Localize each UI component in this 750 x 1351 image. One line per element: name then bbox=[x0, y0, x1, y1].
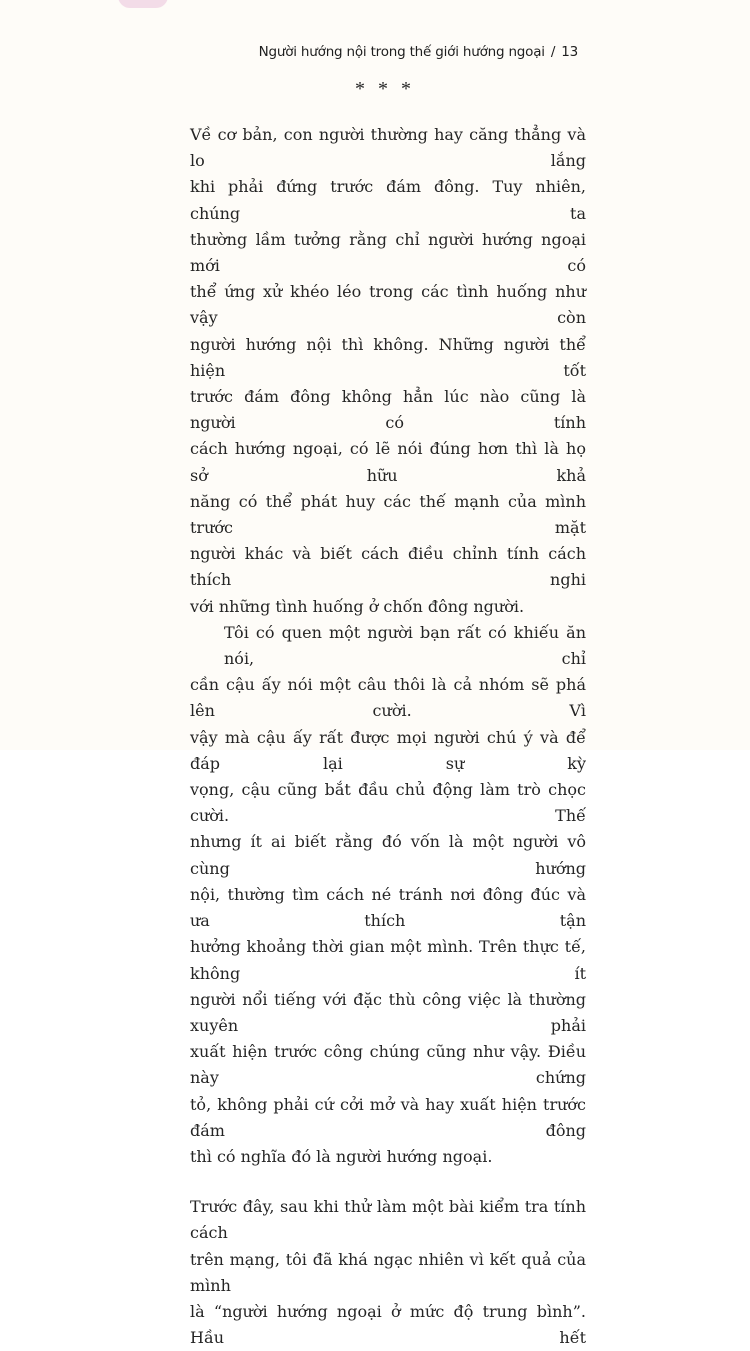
running-header bbox=[258, 44, 578, 60]
text-line: người khác và biết cách điều chỉnh tính cách thích nghi bbox=[190, 544, 586, 590]
paragraph bbox=[190, 122, 586, 620]
text-line: người hướng nội thì không. Những người thể hiện tốt bbox=[190, 334, 586, 380]
text-line: thể ứng xử khéo léo trong các tình huống như vậy còn bbox=[190, 282, 586, 328]
text-line: trên mạng, tôi đã khá ngạc nhiên vì kết quả của mình bbox=[190, 1249, 586, 1295]
text-line: cần cậu ấy nói một câu thôi là cả nhóm sẽ phá lên cười. Vì bbox=[190, 675, 586, 721]
text-line: hưởng khoảng thời gian một mình. Trên thực tế, không ít bbox=[190, 937, 586, 983]
text-line: người nổi tiếng với đặc thù công việc là thường xuyên phải bbox=[190, 989, 586, 1035]
text-line: xuất hiện trước công chúng cũng như vậy. Điều này chứng bbox=[190, 1042, 586, 1088]
text-line: tỏ, không phải cứ cởi mở và hay xuất hiện trước đám đông bbox=[190, 1094, 586, 1140]
text-line: với những tình huống ở chốn đông người. bbox=[190, 596, 525, 616]
text-line: vọng, cậu cũng bắt đầu chủ động làm trò chọc cười. Thế bbox=[190, 780, 586, 826]
section-break-marker: * * * bbox=[355, 78, 415, 100]
page-number: 13 bbox=[561, 44, 578, 60]
page-corner-mark bbox=[118, 0, 168, 8]
text-line: nhưng ít ai biết rằng đó vốn là một người vô cùng hướng bbox=[190, 832, 586, 878]
text-line: Tôi có quen một người bạn rất có khiếu ăn nói, chỉ bbox=[224, 622, 586, 669]
paragraph bbox=[190, 620, 586, 1170]
text-line: cách hướng ngoại, có lẽ nói đúng hơn thì là họ sở hữu khả bbox=[190, 439, 586, 485]
text-line: thường lầm tưởng rằng chỉ người hướng ngoại mới có bbox=[190, 229, 586, 276]
text-line: năng có thể phát huy các thế mạnh của mình trước mặt bbox=[190, 491, 586, 538]
text-line: thì có nghĩa đó là người hướng ngoại. bbox=[190, 1146, 493, 1166]
header-title: Người hướng nội trong thế giới hướng ngoại bbox=[258, 44, 545, 60]
text-line: Trước đây, sau khi thử làm một bài kiểm tra tính cách bbox=[190, 1197, 586, 1243]
body-text bbox=[190, 122, 586, 1351]
text-line: nội, thường tìm cách né tránh nơi đông đúc và ưa thích tận bbox=[190, 884, 586, 931]
text-line: khi phải đứng trước đám đông. Tuy nhiên, chúng ta bbox=[190, 177, 586, 223]
text-line: trước đám đông không hẳn lúc nào cũng là người có tính bbox=[190, 387, 586, 433]
paragraph bbox=[190, 1194, 586, 1351]
text-line: là “người hướng ngoại ở mức độ trung bình”. Hầu hết bbox=[190, 1301, 586, 1348]
text-line: vậy mà cậu ấy rất được mọi người chú ý và để đáp lại sự kỳ bbox=[190, 727, 586, 773]
header-separator: / bbox=[550, 44, 556, 60]
text-line: Về cơ bản, con người thường hay căng thẳng và lo lắng bbox=[190, 125, 586, 171]
